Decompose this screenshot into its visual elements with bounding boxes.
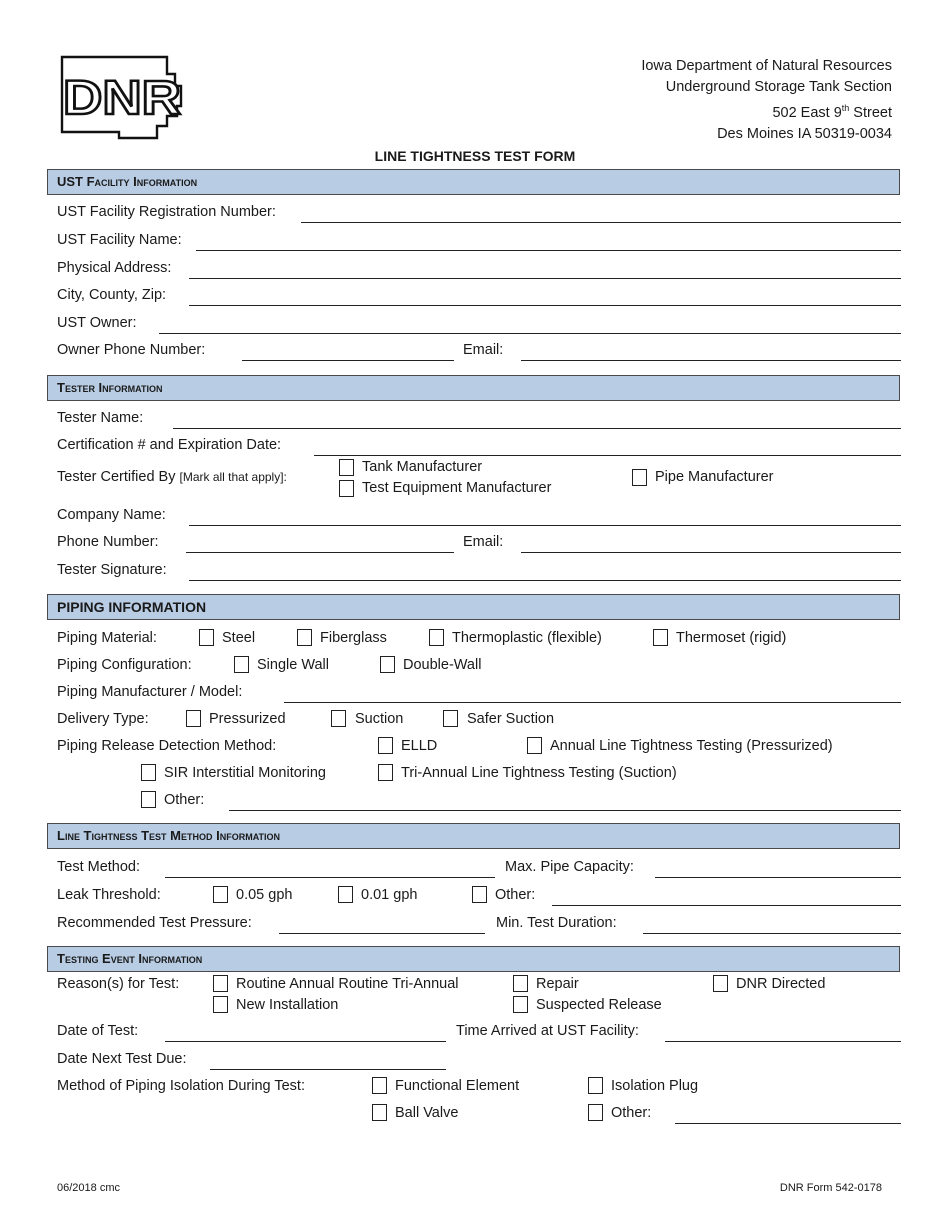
sir-label: SIR Interstitial Monitoring (164, 765, 326, 781)
owner-phone-label: Owner Phone Number: (57, 342, 206, 358)
ust-owner-field[interactable] (159, 333, 901, 334)
annual-ltt-checkbox[interactable] (527, 737, 542, 754)
registration-label: UST Facility Registration Number: (57, 204, 276, 220)
time-arrived-label: Time Arrived at UST Facility: (456, 1023, 639, 1039)
release-other-field[interactable] (229, 810, 901, 811)
sir-checkbox[interactable] (141, 764, 156, 781)
tester-email-label: Email: (463, 534, 504, 550)
delivery-type-label: Delivery Type: (57, 711, 149, 727)
steel-label: Steel (222, 630, 256, 646)
agency-city: Des Moines IA 50319-0034 (717, 125, 892, 142)
owner-phone-field[interactable] (242, 360, 454, 361)
test-method-label: Test Method: (57, 859, 141, 875)
dnr-logo (55, 54, 190, 144)
isolation-plug-checkbox[interactable] (588, 1077, 603, 1094)
triannual-ltt-checkbox[interactable] (378, 764, 393, 781)
single-wall-label: Single Wall (257, 657, 329, 673)
section-testing-event: Testing Event Information (47, 946, 900, 972)
suction-label: Suction (355, 711, 404, 727)
triannual-ltt-label: Tri-Annual Line Tightness Testing (Suction) (401, 765, 677, 781)
pipe-manufacturer-label: Pipe Manufacturer (655, 469, 774, 485)
section-piping: PIPING INFORMATION (47, 594, 900, 620)
tester-phone-label: Phone Number: (57, 534, 159, 550)
tester-signature-field[interactable] (189, 580, 901, 581)
ball-valve-checkbox[interactable] (372, 1104, 387, 1121)
tester-name-field[interactable] (173, 428, 901, 429)
threshold-other-field[interactable] (552, 905, 901, 906)
threshold-other-label: Other: (495, 887, 536, 903)
tester-phone-field[interactable] (186, 552, 454, 553)
tester-name-label: Tester Name: (57, 410, 144, 426)
thermoset-checkbox[interactable] (653, 629, 668, 646)
routine-checkbox[interactable] (213, 975, 228, 992)
fiberglass-checkbox[interactable] (297, 629, 312, 646)
isolation-other-field[interactable] (675, 1123, 901, 1124)
single-wall-checkbox[interactable] (234, 656, 249, 673)
date-next-due-field[interactable] (210, 1069, 446, 1070)
suction-checkbox[interactable] (331, 710, 346, 727)
ust-owner-label: UST Owner: (57, 315, 137, 331)
physical-address-field[interactable] (189, 278, 901, 279)
isolation-plug-label: Isolation Plug (611, 1078, 699, 1094)
owner-email-label: Email: (463, 342, 504, 358)
agency-name: Iowa Department of Natural Resources (641, 58, 892, 74)
registration-field[interactable] (301, 222, 901, 223)
steel-checkbox[interactable] (199, 629, 214, 646)
release-detection-label: Piping Release Detection Method: (57, 738, 277, 754)
tester-signature-label: Tester Signature: (57, 562, 167, 578)
release-other-label: Other: (164, 792, 205, 808)
double-wall-checkbox[interactable] (380, 656, 395, 673)
safer-suction-label: Safer Suction (467, 711, 555, 727)
isolation-other-label: Other: (611, 1105, 652, 1121)
form-title: LINE TIGHTNESS TEST FORM (374, 148, 576, 164)
reasons-label: Reason(s) for Test: (57, 976, 180, 992)
agency-section: Underground Storage Tank Section (665, 79, 892, 95)
certification-field[interactable] (314, 455, 901, 456)
threshold-005-label: 0.05 gph (236, 887, 293, 903)
tank-manufacturer-label: Tank Manufacturer (362, 459, 483, 475)
city-county-zip-field[interactable] (189, 305, 901, 306)
agency-street: 502 East 9th Street (772, 103, 892, 121)
elld-label: ELLD (401, 738, 438, 754)
section-facility: UST Facility Information (47, 169, 900, 195)
date-next-due-label: Date Next Test Due: (57, 1051, 187, 1067)
annual-ltt-label: Annual Line Tightness Testing (Pressurized) (550, 738, 833, 754)
tester-email-field[interactable] (521, 552, 901, 553)
test-pressure-field[interactable] (279, 933, 485, 934)
safer-suction-checkbox[interactable] (443, 710, 458, 727)
footer-revision: 06/2018 cmc (57, 1182, 120, 1194)
max-capacity-label: Max. Pipe Capacity: (505, 859, 634, 875)
section-test-method: Line Tightness Test Method Information (47, 823, 900, 849)
date-of-test-label: Date of Test: (57, 1023, 139, 1039)
threshold-005-checkbox[interactable] (213, 886, 228, 903)
new-installation-checkbox[interactable] (213, 996, 228, 1013)
test-pressure-label: Recommended Test Pressure: (57, 915, 252, 931)
suspected-release-checkbox[interactable] (513, 996, 528, 1013)
functional-element-label: Functional Element (395, 1078, 520, 1094)
repair-checkbox[interactable] (513, 975, 528, 992)
thermoset-label: Thermoset (rigid) (676, 630, 787, 646)
pipe-manufacturer-checkbox[interactable] (632, 469, 647, 486)
test-method-field[interactable] (165, 877, 495, 878)
city-county-zip-label: City, County, Zip: (57, 287, 167, 303)
tank-manufacturer-checkbox[interactable] (339, 459, 354, 476)
isolation-method-label: Method of Piping Isolation During Test: (57, 1078, 305, 1094)
date-of-test-field[interactable] (165, 1041, 446, 1042)
double-wall-label: Double-Wall (403, 657, 482, 673)
repair-label: Repair (536, 976, 579, 992)
threshold-other-checkbox[interactable] (472, 886, 487, 903)
company-name-field[interactable] (189, 525, 901, 526)
owner-email-field[interactable] (521, 360, 901, 361)
threshold-001-checkbox[interactable] (338, 886, 353, 903)
release-other-checkbox[interactable] (141, 791, 156, 808)
company-name-label: Company Name: (57, 507, 166, 523)
pressurized-checkbox[interactable] (186, 710, 201, 727)
max-capacity-field[interactable] (655, 877, 901, 878)
agency-address (641, 56, 892, 145)
facility-name-label: UST Facility Name: (57, 232, 182, 248)
min-duration-label: Min. Test Duration: (496, 915, 617, 931)
functional-element-checkbox[interactable] (372, 1077, 387, 1094)
piping-manufacturer-label: Piping Manufacturer / Model: (57, 684, 243, 700)
certification-label: Certification # and Expiration Date: (57, 437, 282, 453)
dnr-directed-checkbox[interactable] (713, 975, 728, 992)
thermoplastic-checkbox[interactable] (429, 629, 444, 646)
logo-text: DNR (63, 72, 181, 125)
routine-label: Routine Annual Routine Tri-Annual (236, 976, 459, 992)
suspected-release-label: Suspected Release (536, 997, 662, 1013)
pressurized-label: Pressurized (209, 711, 286, 727)
leak-threshold-label: Leak Threshold: (57, 887, 161, 903)
ball-valve-label: Ball Valve (395, 1105, 459, 1121)
facility-name-field[interactable] (196, 250, 901, 251)
dnr-directed-label: DNR Directed (736, 976, 826, 992)
piping-material-label: Piping Material: (57, 630, 157, 646)
elld-checkbox[interactable] (378, 737, 393, 754)
certified-by-label: Tester Certified By [Mark all that apply]: (57, 469, 287, 485)
min-duration-field[interactable] (643, 933, 901, 934)
section-tester: Tester Information (47, 375, 900, 401)
time-arrived-field[interactable] (665, 1041, 901, 1042)
piping-manufacturer-field[interactable] (284, 702, 901, 703)
isolation-other-checkbox[interactable] (588, 1104, 603, 1121)
footer-form-number: DNR Form 542-0178 (779, 1182, 882, 1194)
threshold-001-label: 0.01 gph (361, 887, 418, 903)
new-installation-label: New Installation (236, 997, 339, 1013)
piping-configuration-label: Piping Configuration: (57, 657, 192, 673)
test-equipment-manufacturer-label: Test Equipment Manufacturer (362, 480, 552, 496)
test-equipment-manufacturer-checkbox[interactable] (339, 480, 354, 497)
thermoplastic-label: Thermoplastic (flexible) (452, 630, 602, 646)
physical-address-label: Physical Address: (57, 260, 172, 276)
fiberglass-label: Fiberglass (320, 630, 387, 646)
